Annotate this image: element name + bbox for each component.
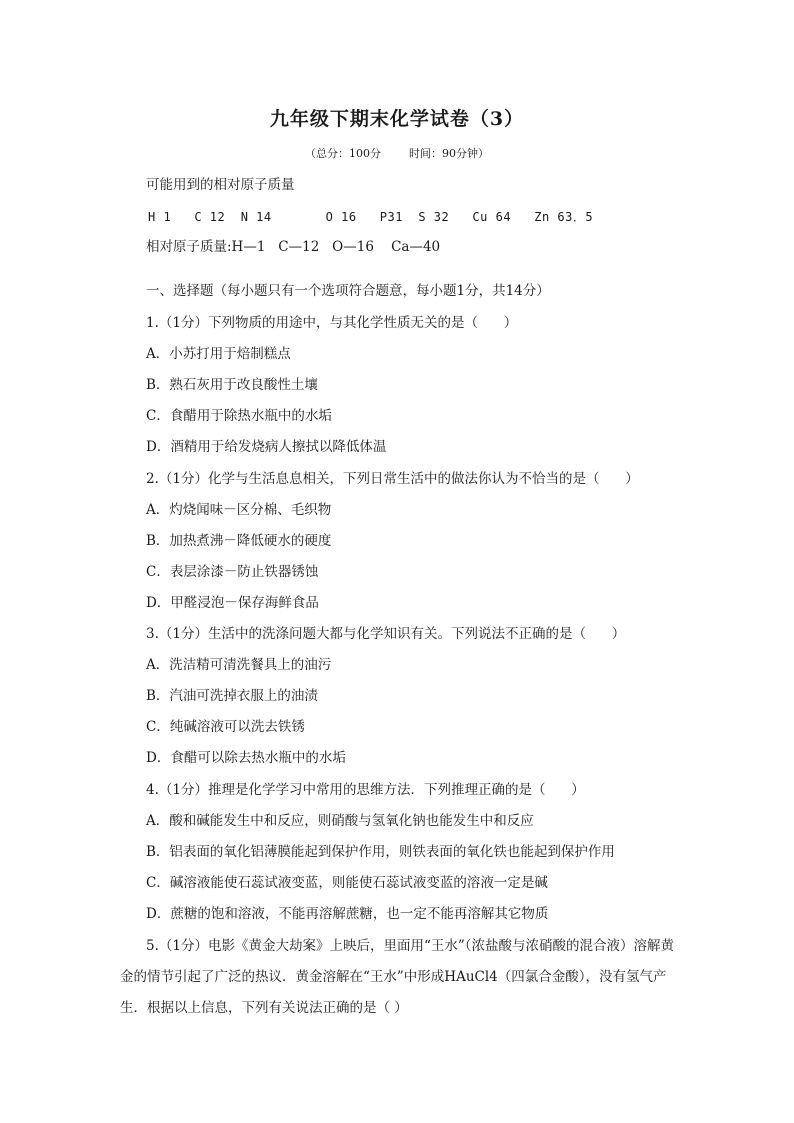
question-4-option-c: C．碱溶液能使石蕊试液变蓝，则能使石蕊试液变蓝的溶液一定是碱 <box>146 875 548 891</box>
atomic-mass-line-1: H 1 C 12 N 14 O 16 P31 S 32 Cu 64 Zn 63．5 <box>148 210 594 224</box>
question-3-option-b: B．汽油可洗掉衣服上的油渍 <box>146 688 318 704</box>
question-1-option-d: D．酒精用于给发烧病人擦拭以降低体温 <box>146 439 387 455</box>
exam-title: 九年级下期末化学试卷（3） <box>269 108 525 130</box>
exam-subtitle: （总分：100分 时间：90分钟） <box>305 147 489 160</box>
question-4-stem: 4.（1分）推理是化学学习中常用的思维方法．下列推理正确的是（ ） <box>146 782 585 798</box>
question-2-option-b: B．加热煮沸－降低硬水的硬度 <box>146 533 332 549</box>
question-2-option-c: C．表层涂漆－防止铁器锈蚀 <box>146 564 319 580</box>
question-4-option-b: B．铝表面的氧化铝薄膜能起到保护作用，则铁表面的氧化铁也能起到保护作用 <box>146 844 615 860</box>
question-3-option-a: A．洗洁精可清洗餐具上的油污 <box>146 657 332 673</box>
question-2-stem: 2.（1分）化学与生活息息相关，下列日常生活中的做法你认为不恰当的是（ ） <box>146 471 639 487</box>
section-heading: 一、选择题（每小题只有一个选项符合题意，每小题1分，共14分） <box>146 283 550 299</box>
atomic-mass-heading: 可能用到的相对原子质量 <box>146 177 295 193</box>
question-4-option-a: A．酸和碱能发生中和反应，则硝酸与氢氧化钠也能发生中和反应 <box>146 813 534 829</box>
question-1-option-b: B．熟石灰用于改良酸性土壤 <box>146 377 318 393</box>
question-2-option-a: A．灼烧闻味－区分棉、毛织物 <box>146 502 332 518</box>
atomic-mass-line-2: 相对原子质量:H—1 C—12 O—16 Ca—40 <box>146 239 441 255</box>
question-1-option-c: C．食醋用于除热水瓶中的水垢 <box>146 408 332 424</box>
question-4-option-d: D．蔗糖的饱和溶液，不能再溶解蔗糖，也一定不能再溶解其它物质 <box>146 906 549 922</box>
question-3-stem: 3.（1分）生活中的洗涤问题大都与化学知识有关。下列说法不正确的是（ ） <box>146 626 626 642</box>
question-3-option-c: C．纯碱溶液可以洗去铁锈 <box>146 719 305 735</box>
question-2-option-d: D．甲醛浸泡－保存海鲜食品 <box>146 595 319 611</box>
question-3-option-d: D．食醋可以除去热水瓶中的水垢 <box>146 750 346 766</box>
question-1-option-a: A．小苏打用于焙制糕点 <box>146 346 291 362</box>
question-5-stem: 5.（1分）电影《黄金大劫案》上映后，里面用“王水”（浓盐酸与浓硝酸的混合液）溶解黄金的情节引起了广泛的热议．黄金溶解在“王水”中形成HAuCl4（四氯合金酸），没有氢气产生．根据以上信息，下列有关说法正确的是（ ） <box>120 938 675 1016</box>
question-1-stem: 1.（1分）下列物质的用途中，与其化学性质无关的是（ ） <box>146 315 518 331</box>
